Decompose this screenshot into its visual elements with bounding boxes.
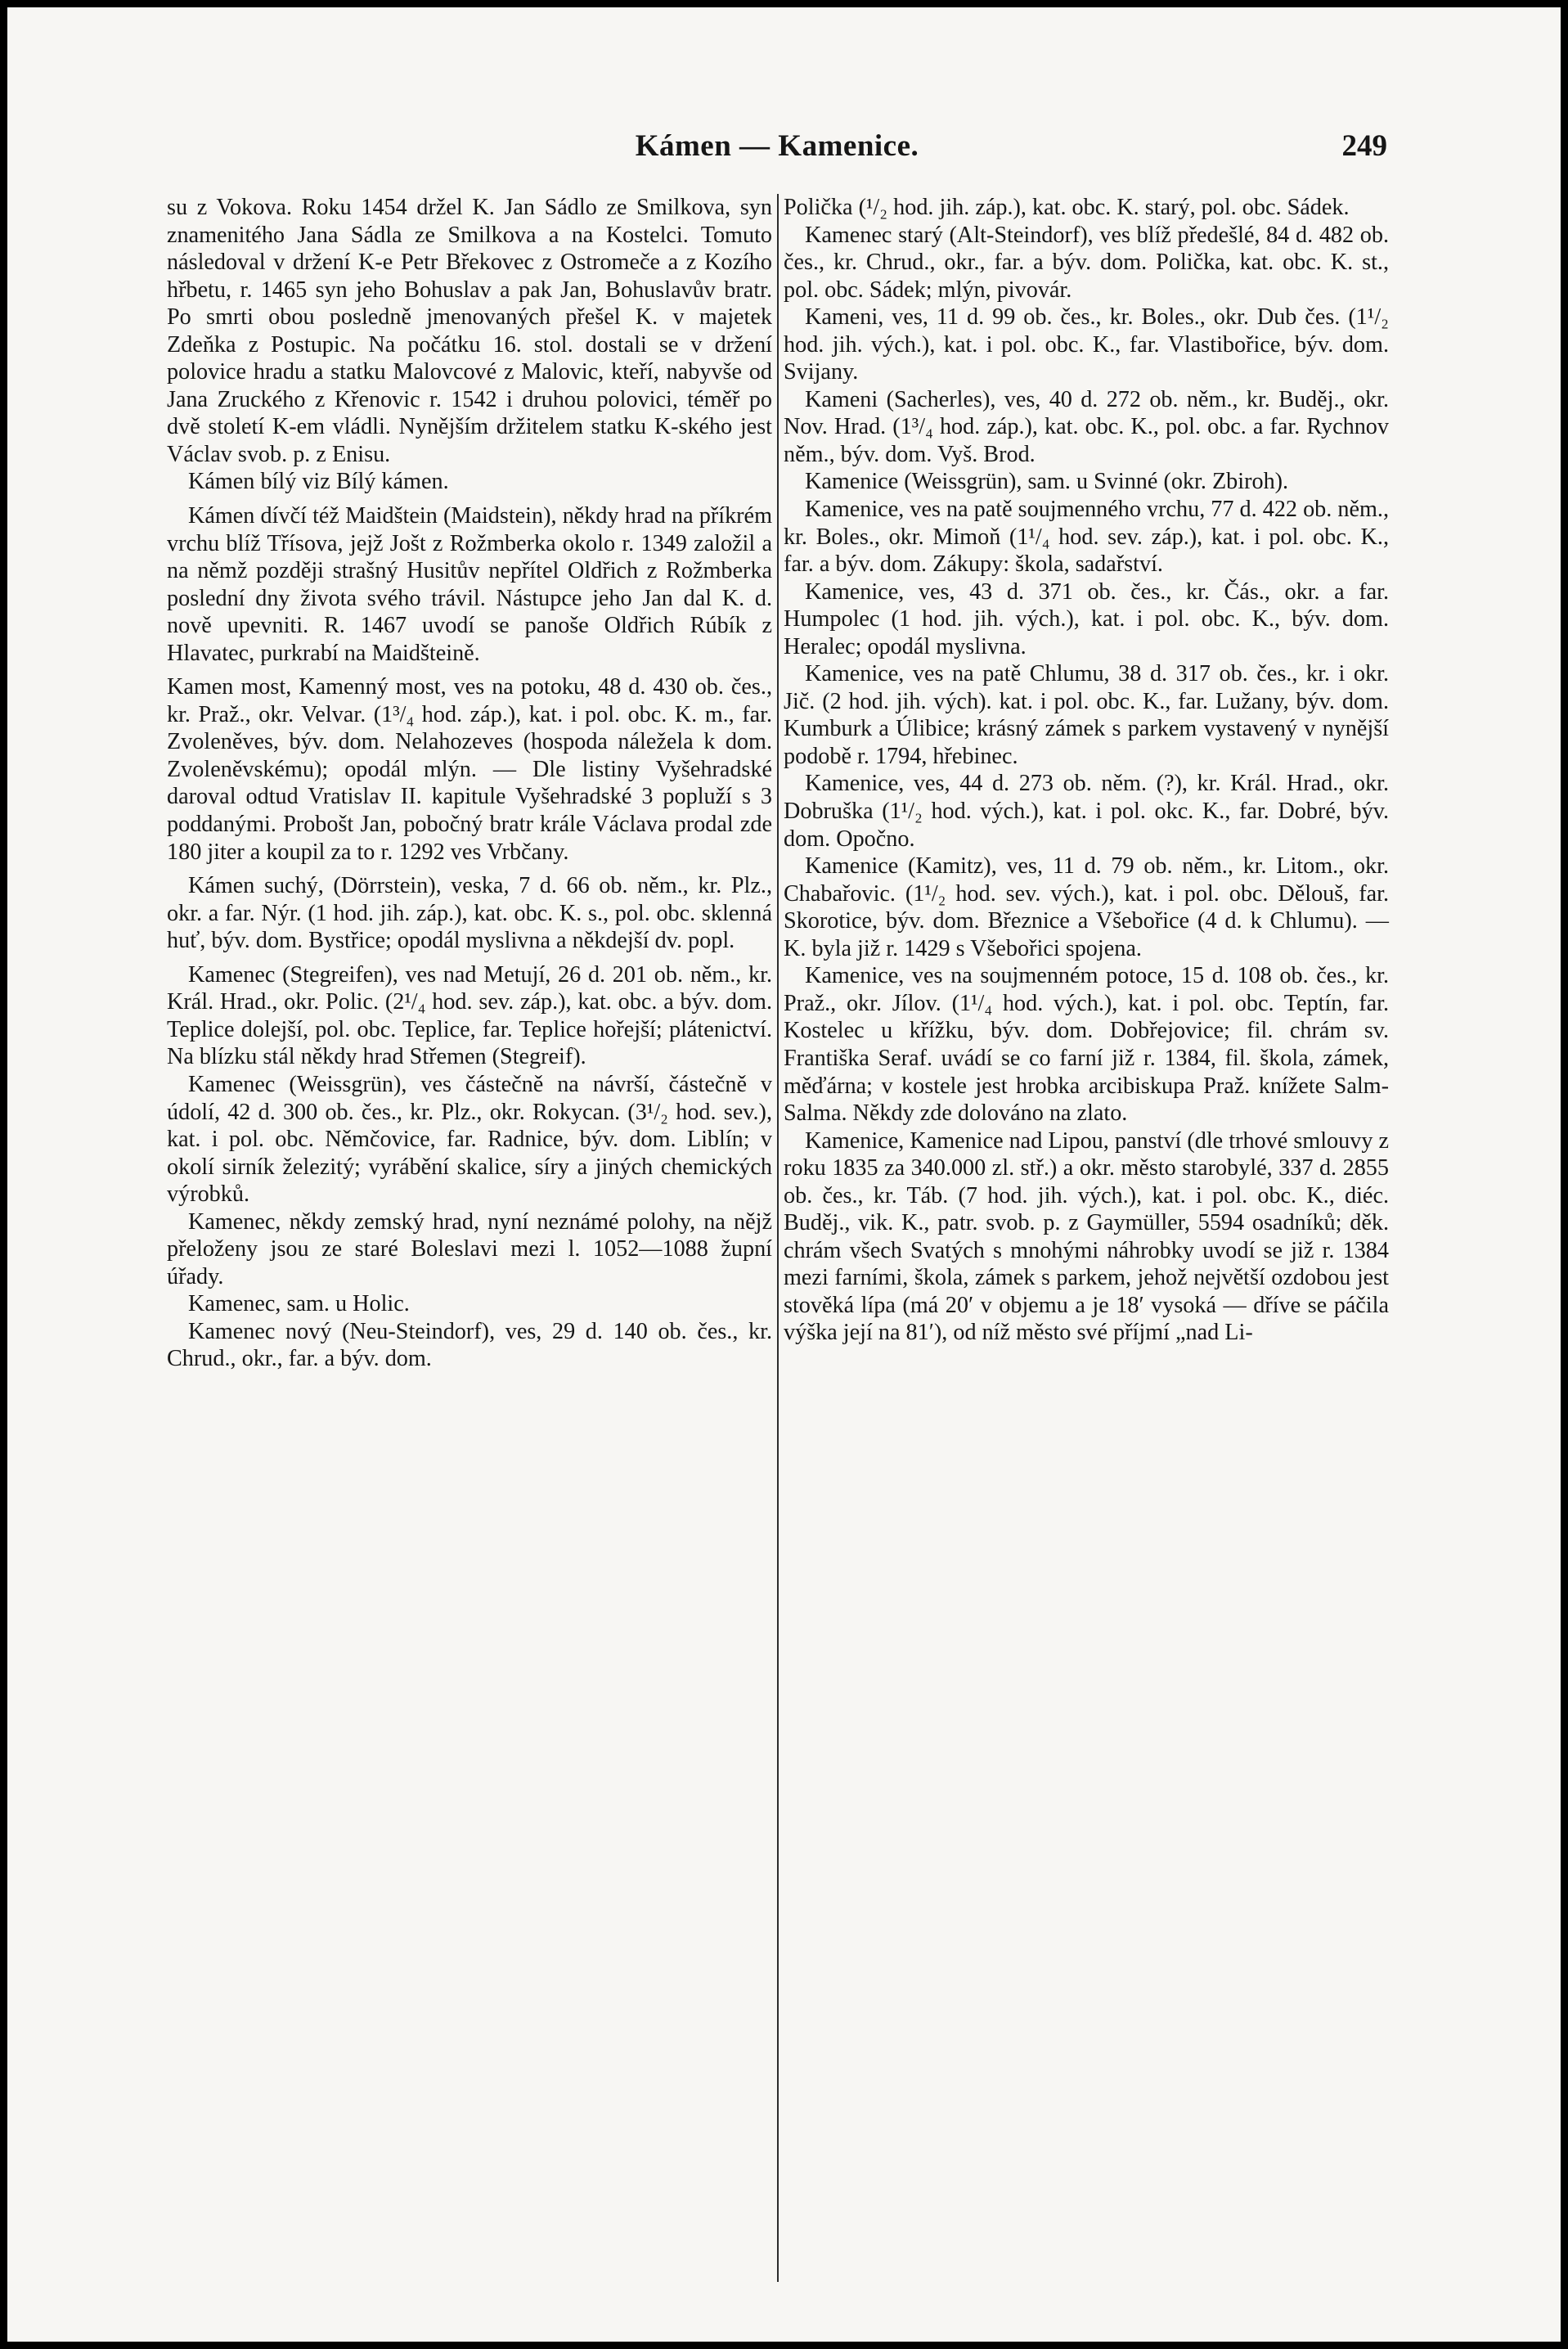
entry-kameni-sacherles: Kameni (Sacherles), ves, 40 d. 272 ob. něm., kr. Buděj., okr. Nov. Hrad. (1³/₄ hod. záp.), kat. obc. K., pol. obc. a far. Rychnov něm., býv. dom. Vyš. Brod.	[784, 386, 1389, 467]
entry-kameni: Kameni, ves, 11 d. 99 ob. čes., kr. Boles., okr. Dub čes. (1¹/₂ hod. jih. vých.), kat. i pol. obc. K., far. Vlastibořice, býv. dom. Svijany.	[784, 304, 1389, 385]
entry-kamenice-mimon: Kamenice, ves na patě soujmenného vrchu, 77 d. 422 ob. něm., kr. Boles., okr. Mimoň (1¹/₄ hod. sev. záp.), kat. i pol. obc. K., far. a býv. dom. Zákupy: škola, sadařství.	[784, 497, 1389, 578]
entry-kamen-bily: Kámen bílý viz Bílý kámen.	[188, 469, 449, 495]
entry-kamen-continued: su z Vokova. Roku 1454 držel K. Jan Sádlo ze Smilkova, syn znamenitého Jana Sádla ze Smilkova a na Kostelci. Tomuto následoval v držení K-e Petr Břekovec z Ostromeče a z Kozího hřbetu, r. 1465 syn jeho Bohuslav a pak Jan, Bohuslavův bratr. Po smrti obou posledně jmenovaných přešel K. v majetek Zdeňka z Postupic. Na počátku 16. stol. dostali se v držení polovice hradu a statku Malovcové z Malovic, kteří, nabyvše od Jana Zruckého z Křenovic r. 1542 i druhou polovici, téměř po dvě století K-em vládli. Nynějším držitelem statku K-ského jest Václav svob. p. z Enisu.	[167, 195, 772, 467]
running-title: Kámen — Kamenice.	[635, 129, 919, 163]
page-number: 249	[1341, 129, 1387, 163]
entry-kamenice-dobruska: Kamenice, ves, 44 d. 273 ob. něm. (?), kr. Král. Hrad., okr. Dobruška (1¹/₂ hod. vých.), kat. i pol. okc. K., far. Dobré, býv. dom. Opočno.	[784, 771, 1389, 852]
left-column	[167, 194, 772, 2288]
entry-kamenec-stegreifen: Kamenec (Stegreifen), ves nad Metují, 26 d. 201 ob. něm., kr. Král. Hrad., okr. Polic. (2¹/₄ hod. sev. záp.), kat. obc. a býv. dom. Teplice dolejší, pol. obc. Teplice, far. Teplice hořejší; plátenictví. Na blízku stál někdy hrad Střemen (Stegreif).	[167, 961, 772, 1070]
column-divider	[777, 194, 779, 2282]
page-header	[167, 128, 1387, 174]
entry-kamenice-jilov: Kamenice, ves na soujmenném potoce, 15 d. 108 ob. čes., kr. Praž., okr. Jílov. (1¹/₄ hod. vých.), kat. i pol. obc. Teptín, far. Kostelec u křížku, býv. dom. Dobřejovice; fil. chrám sv. Františka Seraf. uvádí se co farní již r. 1384, fil. škola, zámek, měďárna; v kostele jest hrobka arcibiskupa Praž. knížete Salm-Salma. Někdy zde dolováno na zlato.	[784, 963, 1389, 1127]
entry-kamenec-novy-continued: Polička (¹/₂ hod. jih. záp.), kat. obc. K. starý, pol. obc. Sádek.	[784, 195, 1350, 220]
page-sheet	[7, 7, 1561, 2342]
entry-kamenec-holic: Kamenec, sam. u Holic.	[188, 1291, 410, 1317]
entry-kamenec-weissgrun: Kamenec (Weissgrün), ves částečně na návrší, částečně v údolí, 42 d. 300 ob. čes., kr. Plz., okr. Rokycan. (3¹/₂ hod. sev.), kat. i pol. obc. Němčovice, far. Radnice, býv. dom. Liblín; v okolí sirník železitý; vyrábění skalice, síry a jiných chemických výrobků.	[167, 1071, 772, 1208]
right-column	[784, 194, 1389, 2288]
entry-kamenice-weissgrun: Kamenice (Weissgrün), sam. u Svinné (okr. Zbiroh).	[805, 469, 1289, 495]
entry-kamenec-novy: Kamenec nový (Neu-Steindorf), ves, 29 d. 140 ob. čes., kr. Chrud., okr., far. a býv. dom.	[167, 1318, 772, 1372]
entry-kamen-divci: Kámen dívčí též Maidštein (Maidstein), někdy hrad na příkrém vrchu blíž Třísova, jejž Jošt z Rožmberka okolo r. 1349 založil a na němž později strašný Husitův nepřítel Oldřich z Rožmberka poslední dny života svého trávil. Nástupce jeho Jan dal K. d. nově upevniti. R. 1467 uvodí se panoše Oldřich Rúbík z Hlavatec, purkrabí na Maidšteině.	[167, 503, 772, 666]
entry-kamenice-nad-lipou: Kamenice, Kamenice nad Lipou, panství (dle trhové smlouvy z roku 1835 za 340.000 zl. stř.) a okr. město starobylé, 337 d. 2855 ob. čes., kr. Táb. (7 hod. jih. vých.), kat. i pol. obc. K., diéc. Buděj., vik. K., patr. svob. p. z Gaymüller, 5594 osadníků; děk. chrám všech Svatých s mnohými náhrobky uvodí se již r. 1384 mezi farními, škola, zámek s parkem, jehož největší ozdobou jest stověká lípa (má 20′ v objemu a je 18′ vysoká — dříve se páčila výška její na 81′), od níž město své příjmí „nad Li-	[784, 1127, 1389, 1346]
entry-kamen-suchy: Kámen suchý, (Dörrstein), veska, 7 d. 66 ob. něm., kr. Plz., okr. a far. Nýr. (1 hod. jih. záp.), kat. obc. K. s., pol. obc. sklenná huť, býv. dom. Bystřice; opodál myslivna a někdejší dv. popl.	[167, 873, 772, 954]
entry-kamenice-humpolec: Kamenice, ves, 43 d. 371 ob. čes., kr. Čás., okr. a far. Humpolec (1 hod. jih. vých.), kat. i pol. obc. K., býv. dom. Heralec; opodál myslivna.	[784, 578, 1389, 659]
entry-kamenec-hrad: Kamenec, někdy zemský hrad, nyní neznámé polohy, na nějž přeloženy jsou ze staré Boleslavi mezi l. 1052—1088 župní úřady.	[167, 1208, 772, 1289]
entry-kamenice-kamitz: Kamenice (Kamitz), ves, 11 d. 79 ob. něm., kr. Litom., okr. Chabařovic. (1¹/₂ hod. sev. vých.), kat. i pol. obc. Dělouš, far. Skorotice, býv. dom. Březnice a Všebořice (4 d. k Chlumu). — K. byla již r. 1429 s Všebořici spojena.	[784, 853, 1389, 961]
entry-kamenice-chlum: Kamenice, ves na patě Chlumu, 38 d. 317 ob. čes., kr. i okr. Jič. (2 hod. jih. vých). kat. i pol. obc. K., far. Lužany, býv. dom. Kumburk a Úlibice; krásný zámek s parkem vystavený v nynější podobě r. 1794, hřebinec.	[784, 661, 1389, 769]
entry-kamen-most: Kamen most, Kamenný most, ves na potoku, 48 d. 430 ob. čes., kr. Praž., okr. Velvar. (1³/₄ hod. záp.), kat. i pol. obc. K. m., far. Zvoleněves, býv. dom. Nelahozeves (hospoda náležela k dom. Zvoleněvskému); opodál mlýn. — Dle listiny Vyšehradské daroval odtud Vratislav II. kapitule Vyšehradské 3 popluží s 3 poddanými. Probošt Jan, pobočný bratr krále Václava prodal zde 180 jiter a koupil za to r. 1292 ves Vrbčany.	[167, 674, 772, 865]
entry-kamenec-stary: Kamenec starý (Alt-Steindorf), ves blíž předešlé, 84 d. 482 ob. čes., kr. Chrud., okr., far. a býv. dom. Polička, kat. obc. K. st., pol. obc. Sádek; mlýn, pivovár.	[784, 222, 1389, 303]
